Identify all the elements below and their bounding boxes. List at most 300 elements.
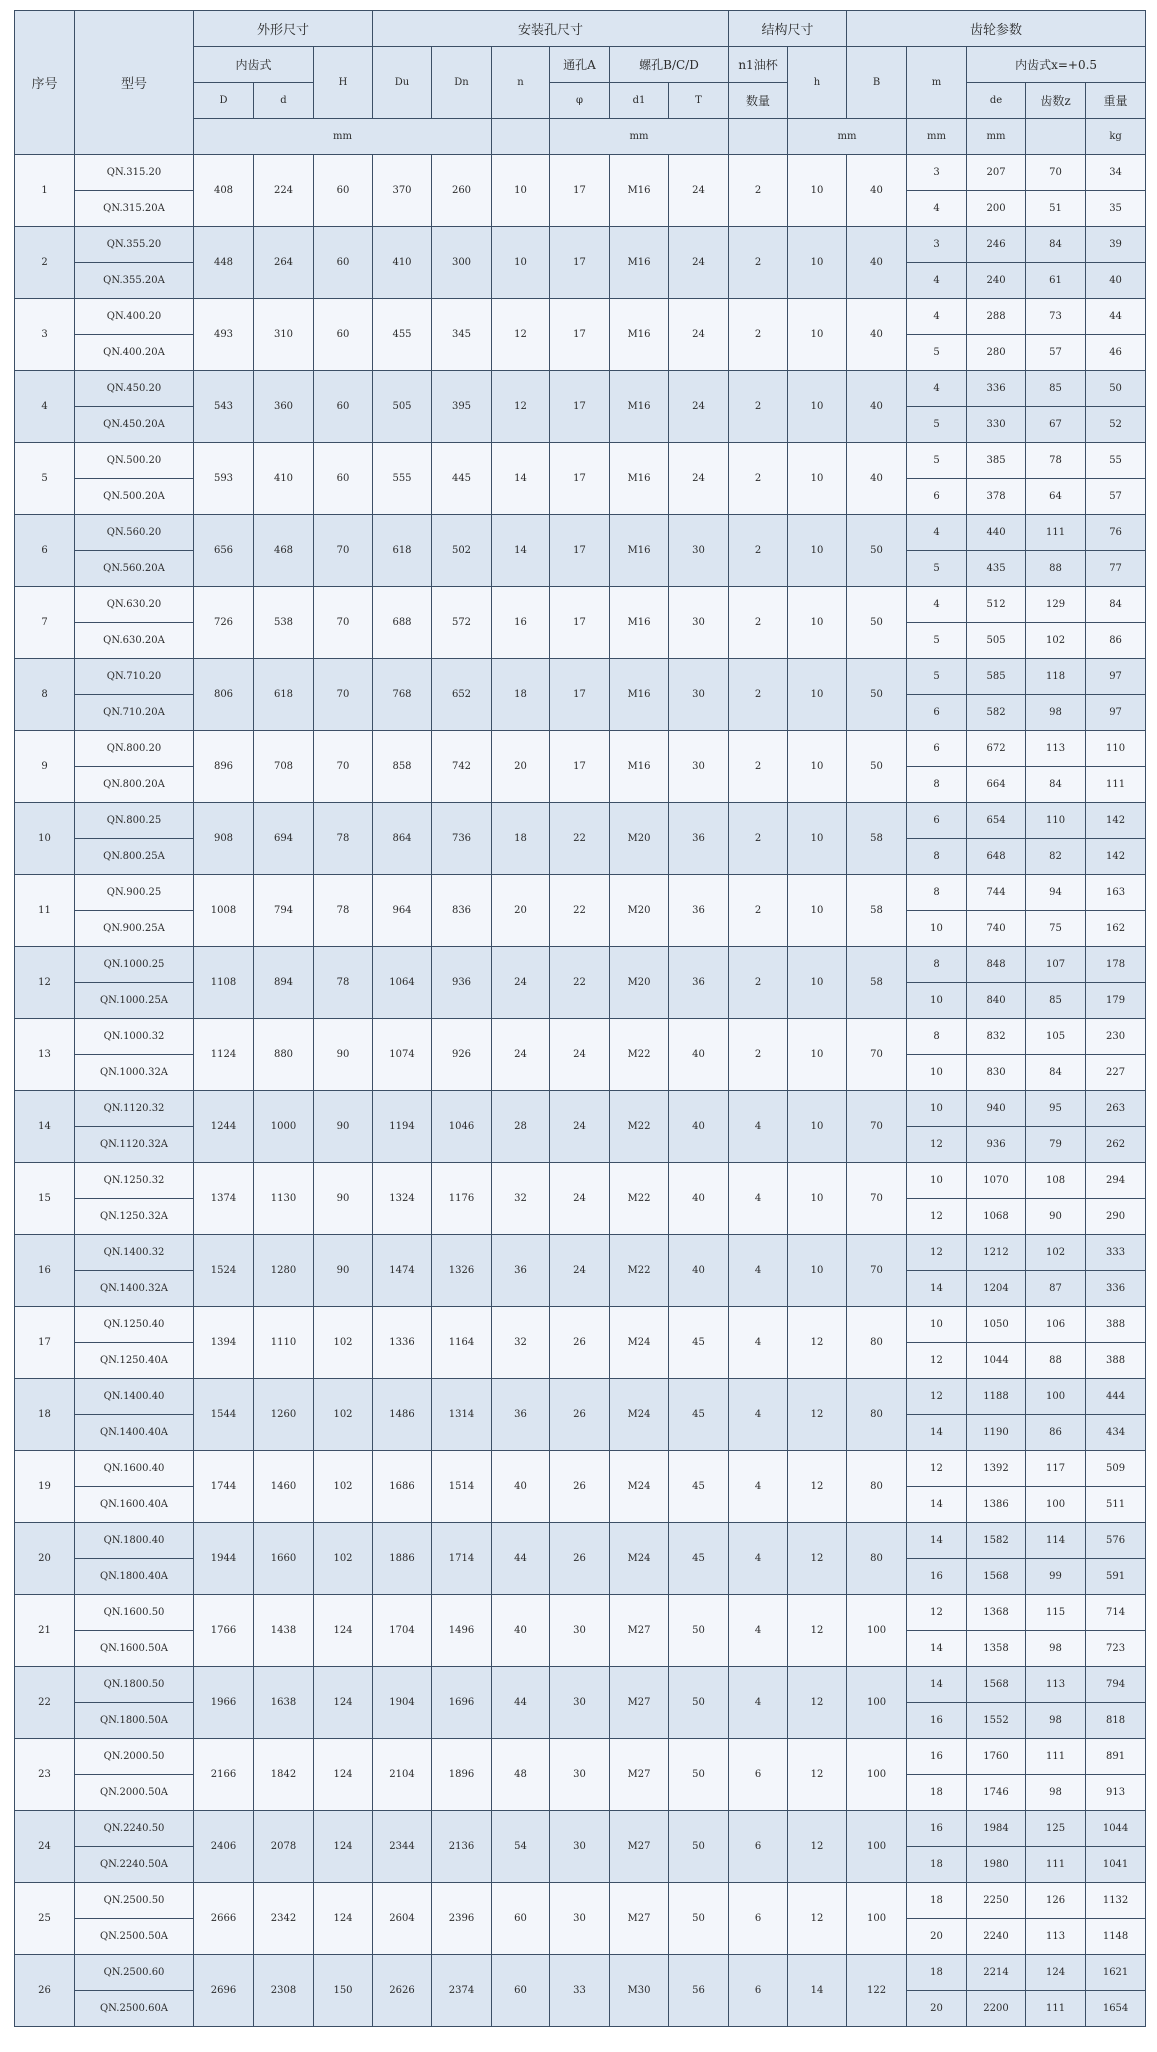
cell-D: 2666 xyxy=(194,1883,254,1955)
cell-de: 840 xyxy=(967,983,1026,1019)
cell-de: 1980 xyxy=(967,1847,1026,1883)
cell-B: 58 xyxy=(847,875,907,947)
cell-T: 45 xyxy=(669,1379,729,1451)
header-teeth-count: 齿数z xyxy=(1026,83,1086,119)
cell-de: 1368 xyxy=(967,1595,1026,1631)
table-row xyxy=(15,875,1157,911)
cell-Dn: 1514 xyxy=(432,1451,492,1523)
cell-n1: 6 xyxy=(729,1883,788,1955)
cell-seq: 4 xyxy=(15,371,75,443)
cell-h: 10 xyxy=(788,803,847,875)
header-gear-params: 齿轮参数 xyxy=(847,11,1146,47)
cell-n1: 4 xyxy=(729,1595,788,1667)
cell-model: QN.800.25A xyxy=(75,839,194,875)
cell-T: 30 xyxy=(669,587,729,659)
cell-phi: 24 xyxy=(550,1091,610,1163)
cell-z: 94 xyxy=(1026,875,1086,911)
cell-Dn: 502 xyxy=(432,515,492,587)
cell-D: 908 xyxy=(194,803,254,875)
cell-seq: 11 xyxy=(15,875,75,947)
cell-m: 8 xyxy=(907,767,967,803)
cell-phi: 17 xyxy=(550,443,610,515)
cell-z: 111 xyxy=(1026,515,1086,551)
cell-m: 18 xyxy=(907,1775,967,1811)
cell-m: 14 xyxy=(907,1271,967,1307)
cell-de: 207 xyxy=(967,155,1026,191)
cell-weight: 179 xyxy=(1086,983,1146,1019)
cell-m: 16 xyxy=(907,1739,967,1775)
cell-model: QN.1800.50 xyxy=(75,1667,194,1703)
cell-B: 100 xyxy=(847,1811,907,1883)
cell-n: 14 xyxy=(492,515,550,587)
cell-h: 12 xyxy=(788,1307,847,1379)
cell-n: 18 xyxy=(492,803,550,875)
cell-Du: 768 xyxy=(373,659,432,731)
cell-D: 2406 xyxy=(194,1811,254,1883)
cell-model: QN.900.25 xyxy=(75,875,194,911)
cell-d1: M24 xyxy=(610,1379,669,1451)
cell-D: 448 xyxy=(194,227,254,299)
cell-model: QN.2240.50A xyxy=(75,1847,194,1883)
table-row xyxy=(15,1379,1157,1415)
cell-z: 84 xyxy=(1026,227,1086,263)
cell-phi: 17 xyxy=(550,227,610,299)
cell-de: 435 xyxy=(967,551,1026,587)
cell-seq: 19 xyxy=(15,1451,75,1523)
cell-phi: 17 xyxy=(550,155,610,227)
cell-weight: 111 xyxy=(1086,767,1146,803)
cell-model: QN.1000.25A xyxy=(75,983,194,1019)
cell-de: 648 xyxy=(967,839,1026,875)
cell-de: 385 xyxy=(967,443,1026,479)
cell-Dn: 2396 xyxy=(432,1883,492,1955)
cell-Dn: 926 xyxy=(432,1019,492,1091)
cell-Du: 1686 xyxy=(373,1451,432,1523)
unit-blank-qty xyxy=(729,119,788,155)
cell-H: 124 xyxy=(314,1739,373,1811)
cell-h: 12 xyxy=(788,1379,847,1451)
cell-d1: M16 xyxy=(610,443,669,515)
header-col-de: de xyxy=(967,83,1026,119)
cell-B: 40 xyxy=(847,155,907,227)
cell-h: 12 xyxy=(788,1667,847,1739)
cell-H: 60 xyxy=(314,443,373,515)
cell-n1: 2 xyxy=(729,227,788,299)
cell-z: 98 xyxy=(1026,695,1086,731)
cell-n1: 4 xyxy=(729,1235,788,1307)
cell-z: 107 xyxy=(1026,947,1086,983)
cell-m: 18 xyxy=(907,1847,967,1883)
cell-Dn: 742 xyxy=(432,731,492,803)
table-row xyxy=(15,227,1157,263)
cell-weight: 1044 xyxy=(1086,1811,1146,1847)
cell-d: 694 xyxy=(254,803,314,875)
cell-h: 10 xyxy=(788,1091,847,1163)
cell-weight: 511 xyxy=(1086,1487,1146,1523)
cell-de: 1190 xyxy=(967,1415,1026,1451)
cell-Dn: 345 xyxy=(432,299,492,371)
cell-model: QN.450.20 xyxy=(75,371,194,407)
cell-n: 14 xyxy=(492,443,550,515)
cell-Du: 1704 xyxy=(373,1595,432,1667)
cell-T: 24 xyxy=(669,155,729,227)
cell-h: 10 xyxy=(788,1163,847,1235)
cell-z: 73 xyxy=(1026,299,1086,335)
header-col-h: h xyxy=(788,47,847,119)
cell-B: 80 xyxy=(847,1379,907,1451)
cell-z: 61 xyxy=(1026,263,1086,299)
cell-model: QN.1120.32 xyxy=(75,1091,194,1127)
cell-z: 100 xyxy=(1026,1379,1086,1415)
cell-seq: 7 xyxy=(15,587,75,659)
cell-d: 894 xyxy=(254,947,314,1019)
cell-n: 18 xyxy=(492,659,550,731)
cell-H: 124 xyxy=(314,1811,373,1883)
cell-Dn: 2374 xyxy=(432,1955,492,2027)
cell-T: 40 xyxy=(669,1163,729,1235)
cell-z: 118 xyxy=(1026,659,1086,695)
cell-H: 90 xyxy=(314,1163,373,1235)
cell-z: 111 xyxy=(1026,1991,1086,2027)
cell-seq: 24 xyxy=(15,1811,75,1883)
cell-phi: 30 xyxy=(550,1739,610,1811)
cell-m: 18 xyxy=(907,1955,967,1991)
cell-h: 10 xyxy=(788,947,847,1019)
cell-de: 740 xyxy=(967,911,1026,947)
cell-z: 64 xyxy=(1026,479,1086,515)
cell-seq: 1 xyxy=(15,155,75,227)
cell-H: 90 xyxy=(314,1235,373,1307)
cell-phi: 33 xyxy=(550,1955,610,2027)
cell-weight: 76 xyxy=(1086,515,1146,551)
cell-model: QN.400.20A xyxy=(75,335,194,371)
cell-phi: 22 xyxy=(550,875,610,947)
cell-H: 102 xyxy=(314,1451,373,1523)
cell-de: 240 xyxy=(967,263,1026,299)
cell-Du: 618 xyxy=(373,515,432,587)
header-col-T: T xyxy=(669,83,729,119)
cell-d: 1460 xyxy=(254,1451,314,1523)
cell-model: QN.800.20 xyxy=(75,731,194,767)
cell-de: 940 xyxy=(967,1091,1026,1127)
cell-m: 12 xyxy=(907,1199,967,1235)
cell-Du: 1336 xyxy=(373,1307,432,1379)
cell-d1: M27 xyxy=(610,1883,669,1955)
cell-h: 10 xyxy=(788,659,847,731)
cell-H: 78 xyxy=(314,947,373,1019)
cell-weight: 1132 xyxy=(1086,1883,1146,1919)
cell-model: QN.900.25A xyxy=(75,911,194,947)
cell-d: 538 xyxy=(254,587,314,659)
cell-h: 10 xyxy=(788,227,847,299)
cell-n: 10 xyxy=(492,155,550,227)
cell-de: 585 xyxy=(967,659,1026,695)
cell-weight: 794 xyxy=(1086,1667,1146,1703)
cell-m: 4 xyxy=(907,587,967,623)
cell-seq: 8 xyxy=(15,659,75,731)
cell-n: 40 xyxy=(492,1595,550,1667)
cell-model: QN.400.20 xyxy=(75,299,194,335)
cell-model: QN.1400.32 xyxy=(75,1235,194,1271)
cell-B: 70 xyxy=(847,1091,907,1163)
cell-de: 664 xyxy=(967,767,1026,803)
cell-weight: 230 xyxy=(1086,1019,1146,1055)
cell-T: 30 xyxy=(669,515,729,587)
cell-B: 80 xyxy=(847,1523,907,1595)
cell-d: 1130 xyxy=(254,1163,314,1235)
cell-T: 24 xyxy=(669,227,729,299)
cell-n: 12 xyxy=(492,299,550,371)
unit-mm-outer-install: mm xyxy=(194,119,492,155)
cell-n: 60 xyxy=(492,1883,550,1955)
cell-model: QN.1600.50A xyxy=(75,1631,194,1667)
cell-m: 16 xyxy=(907,1559,967,1595)
cell-weight: 1041 xyxy=(1086,1847,1146,1883)
cell-weight: 162 xyxy=(1086,911,1146,947)
cell-Du: 864 xyxy=(373,803,432,875)
cell-d: 2342 xyxy=(254,1883,314,1955)
cell-B: 80 xyxy=(847,1307,907,1379)
cell-model: QN.2000.50 xyxy=(75,1739,194,1775)
cell-D: 656 xyxy=(194,515,254,587)
cell-model: QN.2000.50A xyxy=(75,1775,194,1811)
cell-z: 79 xyxy=(1026,1127,1086,1163)
cell-m: 14 xyxy=(907,1523,967,1559)
cell-z: 85 xyxy=(1026,983,1086,1019)
cell-de: 1188 xyxy=(967,1379,1026,1415)
cell-z: 51 xyxy=(1026,191,1086,227)
cell-de: 1746 xyxy=(967,1775,1026,1811)
cell-model: QN.1250.32A xyxy=(75,1199,194,1235)
cell-Du: 2604 xyxy=(373,1883,432,1955)
cell-m: 18 xyxy=(907,1883,967,1919)
cell-H: 90 xyxy=(314,1091,373,1163)
cell-weight: 576 xyxy=(1086,1523,1146,1559)
cell-D: 1244 xyxy=(194,1091,254,1163)
cell-T: 45 xyxy=(669,1451,729,1523)
cell-Dn: 1164 xyxy=(432,1307,492,1379)
cell-z: 115 xyxy=(1026,1595,1086,1631)
cell-weight: 57 xyxy=(1086,479,1146,515)
cell-phi: 26 xyxy=(550,1307,610,1379)
table-row xyxy=(15,731,1157,767)
cell-seq: 22 xyxy=(15,1667,75,1739)
cell-d1: M16 xyxy=(610,299,669,371)
cell-B: 50 xyxy=(847,731,907,803)
cell-D: 1766 xyxy=(194,1595,254,1667)
cell-n: 24 xyxy=(492,1019,550,1091)
table-row xyxy=(15,1091,1157,1127)
cell-de: 1358 xyxy=(967,1631,1026,1667)
cell-de: 744 xyxy=(967,875,1026,911)
cell-n: 12 xyxy=(492,371,550,443)
cell-model: QN.355.20A xyxy=(75,263,194,299)
cell-phi: 30 xyxy=(550,1811,610,1883)
cell-model: QN.630.20A xyxy=(75,623,194,659)
table-row xyxy=(15,659,1157,695)
cell-d1: M16 xyxy=(610,587,669,659)
cell-Du: 455 xyxy=(373,299,432,371)
cell-H: 78 xyxy=(314,875,373,947)
cell-de: 1984 xyxy=(967,1811,1026,1847)
cell-weight: 388 xyxy=(1086,1343,1146,1379)
cell-H: 124 xyxy=(314,1595,373,1667)
cell-h: 10 xyxy=(788,155,847,227)
cell-z: 86 xyxy=(1026,1415,1086,1451)
header-col-phi: φ xyxy=(550,83,610,119)
cell-n1: 2 xyxy=(729,155,788,227)
cell-z: 70 xyxy=(1026,155,1086,191)
cell-seq: 20 xyxy=(15,1523,75,1595)
table-row xyxy=(15,371,1157,407)
cell-z: 75 xyxy=(1026,911,1086,947)
cell-D: 2166 xyxy=(194,1739,254,1811)
cell-m: 4 xyxy=(907,515,967,551)
cell-d1: M24 xyxy=(610,1307,669,1379)
cell-D: 806 xyxy=(194,659,254,731)
cell-seq: 18 xyxy=(15,1379,75,1451)
cell-weight: 591 xyxy=(1086,1559,1146,1595)
header-bolt-hole: 螺孔B/C/D xyxy=(610,47,729,83)
cell-H: 90 xyxy=(314,1019,373,1091)
cell-T: 56 xyxy=(669,1955,729,2027)
spec-table-body xyxy=(15,155,1157,2027)
cell-seq: 3 xyxy=(15,299,75,371)
header-outer-dims: 外形尺寸 xyxy=(194,11,373,47)
cell-de: 200 xyxy=(967,191,1026,227)
table-row xyxy=(15,1235,1157,1271)
cell-m: 14 xyxy=(907,1487,967,1523)
cell-m: 20 xyxy=(907,1991,967,2027)
cell-weight: 434 xyxy=(1086,1415,1146,1451)
cell-T: 45 xyxy=(669,1307,729,1379)
cell-phi: 17 xyxy=(550,515,610,587)
cell-m: 3 xyxy=(907,227,967,263)
cell-d: 410 xyxy=(254,443,314,515)
cell-model: QN.1250.32 xyxy=(75,1163,194,1199)
cell-de: 830 xyxy=(967,1055,1026,1091)
table-row xyxy=(15,1019,1157,1055)
cell-D: 408 xyxy=(194,155,254,227)
cell-d: 708 xyxy=(254,731,314,803)
cell-m: 8 xyxy=(907,839,967,875)
table-row xyxy=(15,1667,1157,1703)
cell-de: 512 xyxy=(967,587,1026,623)
cell-d: 224 xyxy=(254,155,314,227)
cell-model: QN.1250.40A xyxy=(75,1343,194,1379)
cell-de: 1760 xyxy=(967,1739,1026,1775)
cell-Dn: 1496 xyxy=(432,1595,492,1667)
cell-n: 20 xyxy=(492,875,550,947)
cell-z: 105 xyxy=(1026,1019,1086,1055)
cell-D: 1124 xyxy=(194,1019,254,1091)
cell-seq: 16 xyxy=(15,1235,75,1307)
cell-z: 110 xyxy=(1026,803,1086,839)
cell-z: 98 xyxy=(1026,1775,1086,1811)
header-col-n: n xyxy=(492,47,550,119)
cell-h: 10 xyxy=(788,515,847,587)
cell-de: 1392 xyxy=(967,1451,1026,1487)
cell-model: QN.1800.40 xyxy=(75,1523,194,1559)
header-internal-gear-type: 内齿式 xyxy=(194,47,314,83)
cell-B: 100 xyxy=(847,1667,907,1739)
cell-model: QN.710.20A xyxy=(75,695,194,731)
header-col-Dn: Dn xyxy=(432,47,492,119)
cell-m: 10 xyxy=(907,1163,967,1199)
cell-D: 1544 xyxy=(194,1379,254,1451)
cell-de: 246 xyxy=(967,227,1026,263)
cell-weight: 723 xyxy=(1086,1631,1146,1667)
cell-phi: 17 xyxy=(550,587,610,659)
cell-m: 14 xyxy=(907,1631,967,1667)
cell-h: 10 xyxy=(788,731,847,803)
unit-mm-holes: mm xyxy=(550,119,729,155)
cell-m: 8 xyxy=(907,875,967,911)
cell-phi: 17 xyxy=(550,371,610,443)
cell-d1: M16 xyxy=(610,155,669,227)
cell-B: 40 xyxy=(847,371,907,443)
cell-T: 24 xyxy=(669,299,729,371)
cell-d1: M16 xyxy=(610,227,669,299)
cell-B: 122 xyxy=(847,1955,907,2027)
cell-seq: 25 xyxy=(15,1883,75,1955)
cell-T: 24 xyxy=(669,443,729,515)
cell-H: 70 xyxy=(314,731,373,803)
cell-z: 82 xyxy=(1026,839,1086,875)
cell-n: 54 xyxy=(492,1811,550,1883)
cell-d1: M27 xyxy=(610,1811,669,1883)
cell-d: 1260 xyxy=(254,1379,314,1451)
cell-z: 84 xyxy=(1026,767,1086,803)
cell-H: 102 xyxy=(314,1523,373,1595)
cell-d: 1438 xyxy=(254,1595,314,1667)
cell-m: 10 xyxy=(907,1055,967,1091)
cell-model: QN.2500.60A xyxy=(75,1991,194,2027)
unit-mm-m: mm xyxy=(907,119,967,155)
cell-h: 10 xyxy=(788,443,847,515)
cell-T: 36 xyxy=(669,947,729,1019)
cell-D: 1374 xyxy=(194,1163,254,1235)
cell-n1: 2 xyxy=(729,947,788,1019)
cell-n: 48 xyxy=(492,1739,550,1811)
cell-H: 124 xyxy=(314,1667,373,1739)
cell-weight: 110 xyxy=(1086,731,1146,767)
cell-d1: M22 xyxy=(610,1163,669,1235)
cell-m: 12 xyxy=(907,1595,967,1631)
cell-Dn: 1714 xyxy=(432,1523,492,1595)
cell-m: 4 xyxy=(907,263,967,299)
cell-weight: 714 xyxy=(1086,1595,1146,1631)
cell-de: 1050 xyxy=(967,1307,1026,1343)
cell-n: 24 xyxy=(492,947,550,1019)
cell-D: 543 xyxy=(194,371,254,443)
unit-blank-z xyxy=(1026,119,1086,155)
cell-Dn: 2136 xyxy=(432,1811,492,1883)
cell-h: 10 xyxy=(788,1019,847,1091)
cell-weight: 227 xyxy=(1086,1055,1146,1091)
cell-de: 832 xyxy=(967,1019,1026,1055)
cell-model: QN.450.20A xyxy=(75,407,194,443)
cell-Dn: 1896 xyxy=(432,1739,492,1811)
cell-B: 100 xyxy=(847,1739,907,1811)
cell-Du: 1324 xyxy=(373,1163,432,1235)
slewing-bearing-spec-table xyxy=(14,10,1157,2027)
cell-de: 654 xyxy=(967,803,1026,839)
table-row xyxy=(15,1307,1157,1343)
cell-m: 20 xyxy=(907,1919,967,1955)
header-through-hole: 通孔A xyxy=(550,47,610,83)
cell-Dn: 736 xyxy=(432,803,492,875)
